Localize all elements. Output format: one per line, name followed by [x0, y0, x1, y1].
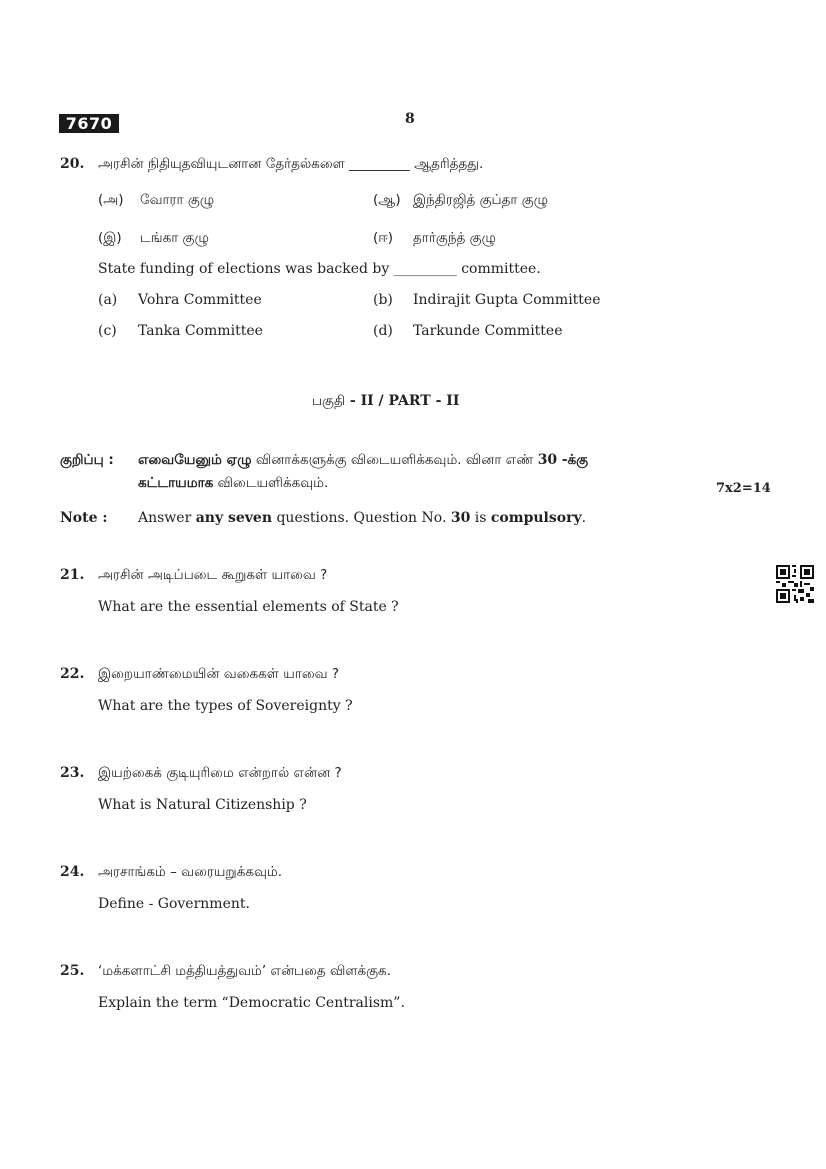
note-english-label: Note : [60, 510, 108, 526]
q20-ta-option-label: (ஆ) [373, 192, 401, 208]
section-heading-tamil: பகுதி [312, 393, 346, 409]
q20-en-option-label: (d) [373, 323, 393, 339]
question-number: 25. [60, 963, 85, 979]
question-number: 21. [60, 567, 85, 583]
question-english: Explain the term “Democratic Centralism”. [98, 995, 405, 1011]
question-english: Define - Government. [98, 896, 250, 912]
question-number: 23. [60, 765, 85, 781]
q20-en-option-text: Vohra Committee [138, 292, 262, 308]
question-tamil: ‘மக்களாட்சி மத்தியத்துவம்’ என்பதை விளக்குக. [98, 963, 391, 979]
note-tamil-label: குறிப்பு : [60, 452, 114, 468]
q20-number: 20. [60, 156, 85, 172]
question-number: 22. [60, 666, 85, 682]
question-english: What are the types of Sovereignty ? [98, 698, 353, 714]
section-heading-part: - II / PART - II [345, 393, 460, 409]
question-tamil: அரசின் அடிப்படை கூறுகள் யாவை ? [98, 567, 328, 583]
qr-code-icon [776, 565, 814, 603]
q20-ta-option-label: (இ) [98, 230, 122, 246]
note-tamil-line2: கட்டாயமாக விடையளிக்கவும். [138, 475, 329, 491]
question-number: 24. [60, 864, 85, 880]
question-english: What is Natural Citizenship ? [98, 797, 307, 813]
marks-allocation: 7x2=14 [716, 481, 771, 496]
q20-en-option-text: Tarkunde Committee [413, 323, 563, 339]
q20-ta-option-label: (ஈ) [373, 230, 394, 246]
section-heading [312, 393, 459, 411]
q20-ta-option-text: தார்குந்த் குழு [413, 230, 496, 246]
q20-en-option-label: (a) [98, 292, 118, 308]
note-english-text: Answer any seven questions. Question No. 30 is compulsory. [138, 510, 587, 526]
paper-code-badge: 7670 [59, 114, 119, 133]
question-tamil: இறையாண்மையின் வகைகள் யாவை ? [98, 666, 339, 682]
q20-tamil-text: அரசின் நிதியுதவியுடனான தேர்தல்களை _________ ஆதரித்தது. [98, 156, 484, 172]
q20-en-option-label: (c) [98, 323, 117, 339]
q20-en-option-label: (b) [373, 292, 393, 308]
page-number: 8 [405, 111, 415, 127]
question-english: What are the essential elements of State ? [98, 599, 399, 615]
question-tamil: அரசாங்கம் – வரையறுக்கவும். [98, 864, 283, 880]
q20-ta-option-text: இந்திரஜித் குப்தா குழு [413, 192, 549, 208]
q20-english-text: State funding of elections was backed by _________ committee. [98, 261, 541, 277]
note-tamil-line1: எவையேனும் ஏழு வினாக்களுக்கு விடையளிக்கவும். வினா எண் 30 -க்கு [138, 452, 589, 468]
q20-ta-option-text: வோரா குழு [140, 192, 215, 208]
q20-en-option-text: Tanka Committee [138, 323, 263, 339]
q20-ta-option-label: (அ) [98, 192, 124, 208]
q20-en-option-text: Indirajit Gupta Committee [413, 292, 601, 308]
q20-ta-option-text: டங்கா குழு [140, 230, 209, 246]
question-tamil: இயற்கைக் குடியுரிமை என்றால் என்ன ? [98, 765, 342, 781]
